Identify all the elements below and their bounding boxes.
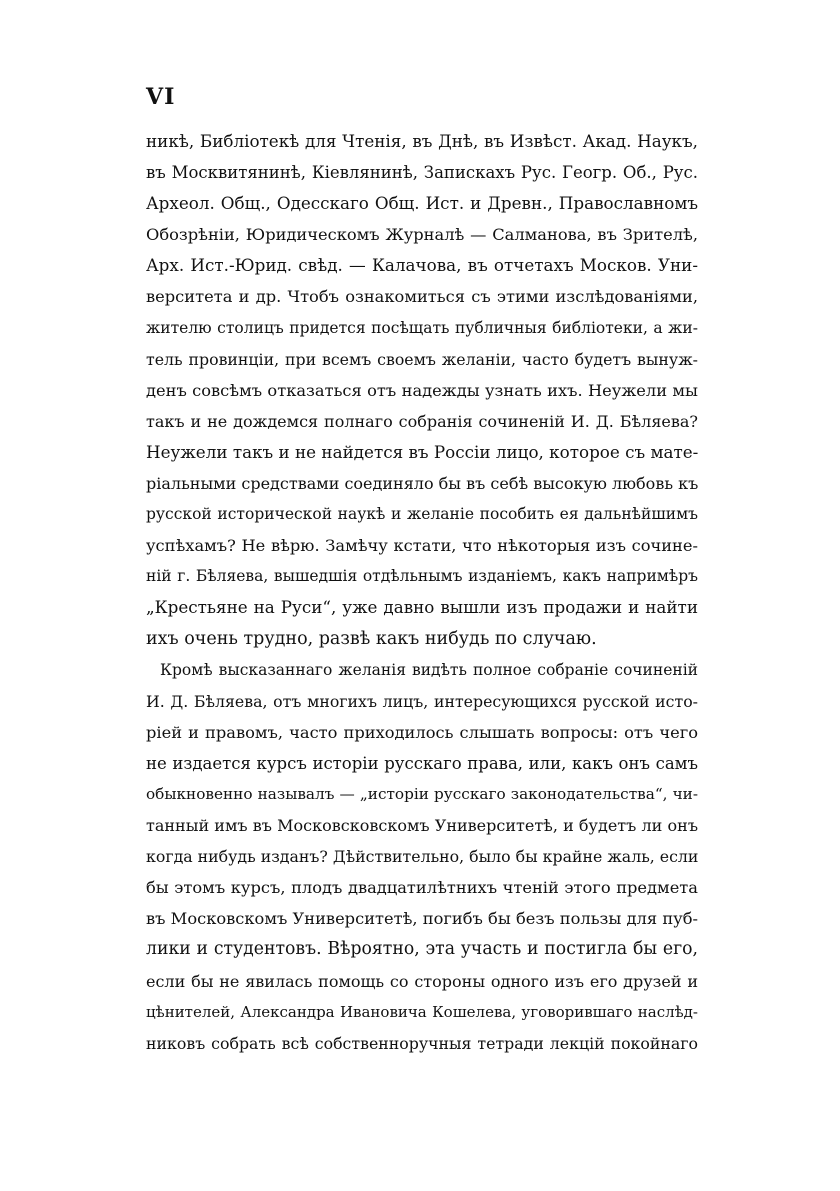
text-line: русской исторической наукѣ и желаніе пособить ея дальнѣйшимъ: [146, 505, 698, 524]
text-line: ріальными средствами соединяло бы въ себѣ высокую любовь къ: [146, 474, 698, 494]
text-line: когда нибудь изданъ? Дѣйствительно, было бы крайне жаль, если: [146, 847, 698, 867]
text-line: никовъ собрать всѣ собственноручныя тетради лекцій покойнаго: [146, 1033, 698, 1053]
text-line: если бы не явилась помощь со стороны одного изъ его друзей и: [146, 971, 698, 991]
text-line: верситета и др. Чтобъ ознакомиться съ этими изслѣдованіями,: [146, 287, 698, 307]
text-line: Неужели такъ и не найдется въ Россіи лицо, которое съ мате-: [146, 441, 698, 462]
text-line: Арх. Ист.-Юрид. свѣд. — Калачова, въ отчетахъ Москов. Уни-: [146, 255, 698, 276]
text-line: бы этомъ курсъ, плодъ двадцатилѣтнихъ чтеній этого предмета: [146, 878, 698, 898]
text-line: въ Москвитянинѣ, Кіевлянинѣ, Запискахъ Рус. Геогр. Об., Рус.: [146, 163, 698, 183]
text-line: не издается курсъ исторіи русскаго права, или, какъ онъ самъ: [146, 753, 698, 773]
text-line: лики и студентовъ. Вѣроятно, эта участь и постигла бы его,: [146, 939, 698, 960]
text-line: Обозрѣніи, Юридическомъ Журналѣ — Салманова, въ Зрителѣ,: [146, 225, 698, 245]
text-line: ихъ очень трудно, развѣ какъ нибудь по случаю.: [146, 628, 597, 649]
text-line: тель провинціи, при всемъ своемъ желаніи, часто будетъ вынуж-: [146, 349, 698, 369]
text-line: такъ и не дождемся полнаго собранія сочиненій И. Д. Бѣляева?: [146, 411, 698, 431]
paragraph-2: [146, 655, 698, 1059]
text-line: „Крестьяне на Руси“, уже давно вышли изъ продажи и найти: [146, 597, 698, 618]
text-line: И. Д. Бѣляева, отъ многихъ лицъ, интересующихся русской исто-: [146, 691, 698, 711]
paragraph-1: [146, 126, 698, 655]
body-text: [146, 126, 698, 1059]
text-line: никѣ, Библіотекѣ для Чтенія, въ Днѣ, въ Извѣст. Акад. Наукъ,: [146, 131, 698, 151]
text-line: Кромѣ высказаннаго желанія видѣть полное собраніе сочиненій: [160, 660, 698, 679]
text-line: ріей и правомъ, часто приходилось слышать вопросы: отъ чего: [146, 722, 698, 742]
text-line: цѣнителей, Александра Ивановича Кошелева, уговорившаго наслѣд-: [146, 1002, 698, 1021]
text-line: обыкновенно называлъ — „исторіи русскаго законодательства“, чи-: [146, 784, 698, 803]
text-line: денъ совсѣмъ отказаться отъ надежды узнать ихъ. Неужели мы: [146, 380, 698, 400]
text-line: въ Московскомъ Университетѣ, погибъ бы безъ пользы для пуб-: [146, 909, 698, 929]
text-line: жителю столицъ придется посѣщать публичныя библіотеки, а жи-: [146, 318, 698, 337]
text-line: танный имъ въ Московсковскомъ Университетѣ, и будетъ ли онъ: [146, 816, 698, 836]
page-number: VI: [146, 84, 176, 110]
text-line: успѣхамъ? Не вѣрю. Замѣчу кстати, что нѣкоторыя изъ сочине-: [146, 536, 698, 556]
text-line: Археол. Общ., Одесскаго Общ. Ист. и Древн., Православномъ: [146, 193, 698, 214]
text-line: ній г. Бѣляева, вышедшія отдѣльнымъ изданіемъ, какъ напримѣръ: [146, 567, 698, 586]
